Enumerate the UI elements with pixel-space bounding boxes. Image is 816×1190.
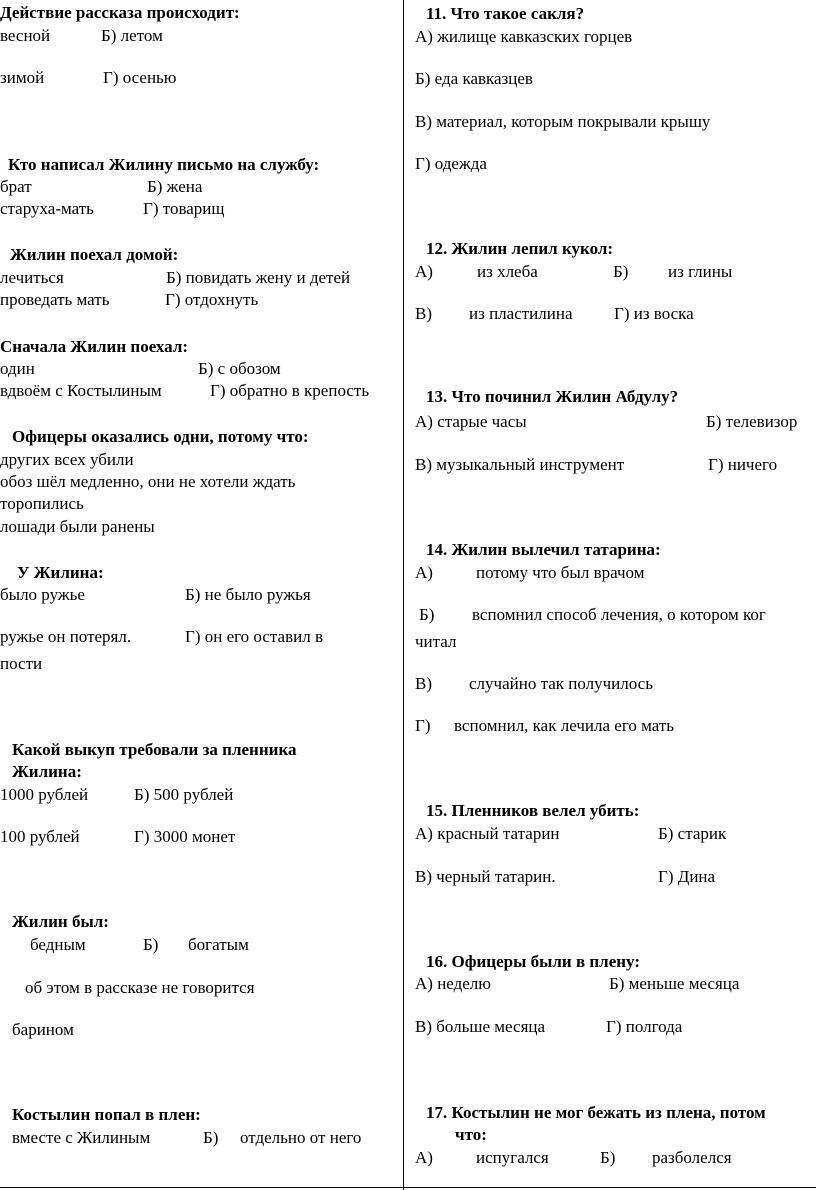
q12-title: 12. Жилин лепил кукол: xyxy=(426,239,614,258)
q11-option-d: Г) одежда xyxy=(415,154,487,173)
q12-option-c: из пластилина xyxy=(469,304,573,323)
q7-option-b: Б) 500 рублей xyxy=(134,785,234,804)
q11-title: 11. Что такое сакля? xyxy=(426,4,585,23)
q7-title: Какой выкуп требовали за пленника xyxy=(12,740,297,759)
q3-option-b: Б) повидать жену и детей xyxy=(166,268,351,287)
q15-option-c: В) черный татарин. xyxy=(415,867,556,886)
q15-option-b: Б) старик xyxy=(658,824,727,843)
q14-option-b-cont: читал xyxy=(415,632,457,651)
q5-title: Офицеры оказались одни, потому что: xyxy=(12,427,309,446)
q12-option-a: из хлеба xyxy=(477,262,538,281)
q8-title: Жилин был: xyxy=(12,912,109,931)
q13-option-a: А) старые часы xyxy=(415,412,527,431)
q2-title: Кто написал Жилину письмо на службу: xyxy=(8,155,320,174)
q2-option-d: Г) товарищ xyxy=(143,199,225,218)
q5-option-a: других всех убили xyxy=(0,450,134,469)
q4-title: Сначала Жилин поехал: xyxy=(0,337,189,356)
q17-option-a: испугался xyxy=(476,1148,549,1167)
q9-title: Костылин попал в плен: xyxy=(12,1105,201,1124)
bottom-border xyxy=(0,1187,816,1188)
q14-option-c-letter: В) xyxy=(415,674,432,693)
q12-option-d: Г) из воска xyxy=(614,304,694,323)
q8-option-b: богатым xyxy=(188,935,249,954)
q17-option-b-letter: Б) xyxy=(600,1148,616,1167)
q8-option-d: барином xyxy=(12,1020,74,1039)
q3-title: Жилин поехал домой: xyxy=(10,245,179,264)
q16-option-a: А) неделю xyxy=(415,974,491,993)
q5-option-d: лошади были ранены xyxy=(0,517,155,536)
q7-option-c: 100 рублей xyxy=(0,827,80,846)
q4-option-a: один xyxy=(0,359,35,378)
q13-option-d: Г) ничего xyxy=(708,455,778,474)
q17-option-b: разболелся xyxy=(652,1148,732,1167)
q15-option-d: Г) Дина xyxy=(658,867,716,886)
q3-option-a: лечиться xyxy=(0,268,64,287)
q8-option-b-letter: Б) xyxy=(143,935,159,954)
q11-option-a: А) жилище кавказских горцев xyxy=(415,27,633,46)
q8-option-a: бедным xyxy=(30,935,86,954)
q14-option-d-letter: Г) xyxy=(415,716,431,735)
q15-option-a: А) красный татарин xyxy=(415,824,560,843)
q2-option-b: Б) жена xyxy=(147,177,203,196)
q14-option-c: случайно так получилось xyxy=(469,674,653,693)
q15-title: 15. Пленников велел убить: xyxy=(426,801,640,820)
q14-option-d: вспомнил, как лечила его мать xyxy=(454,716,675,735)
q13-title: 13. Что починил Жилин Абдулу? xyxy=(426,387,679,406)
q14-option-b: вспомнил способ лечения, о котором ког xyxy=(472,605,766,624)
column-divider xyxy=(403,0,404,1190)
q12-option-c-letter: В) xyxy=(415,304,432,323)
q16-option-c: В) больше месяца xyxy=(415,1017,546,1036)
q2-option-c: старуха-мать xyxy=(0,199,94,218)
q4-option-d: Г) обратно в крепость xyxy=(210,381,370,400)
q1-option-d: Г) осенью xyxy=(103,68,177,87)
q14-title: 14. Жилин вылечил татарина: xyxy=(426,540,661,559)
q1-option-a: весной xyxy=(0,26,51,45)
q13-option-c: В) музыкальный инструмент xyxy=(415,455,625,474)
q5-option-b: обоз шёл медленно, они не хотели ждать xyxy=(0,472,296,491)
q1-option-c: зимой xyxy=(0,68,45,87)
q3-option-c: проведать мать xyxy=(0,290,110,309)
q9-option-a: вместе с Жилиным xyxy=(12,1128,151,1147)
q12-option-a-letter: А) xyxy=(415,262,433,281)
q1-title: Действие рассказа происходит: xyxy=(0,3,240,22)
q14-option-a-letter: А) xyxy=(415,563,433,582)
q14-option-a: потому что был врачом xyxy=(476,563,645,582)
q9-option-b-letter: Б) xyxy=(203,1128,219,1147)
q3-option-d: Г) отдохнуть xyxy=(165,290,259,309)
q11-option-b: Б) еда кавказцев xyxy=(415,69,533,88)
q2-option-a: брат xyxy=(0,177,32,196)
q8-option-c: об этом в рассказе не говорится xyxy=(25,978,255,997)
q16-option-b: Б) меньше месяца xyxy=(609,974,740,993)
q13-option-b: Б) телевизор xyxy=(706,412,798,431)
q16-option-d: Г) полгода xyxy=(606,1017,683,1036)
q5-option-c: торопились xyxy=(0,494,84,513)
q6-option-d-cont: пости xyxy=(0,654,43,673)
q17-title-cont: что: xyxy=(455,1125,487,1144)
q16-title: 16. Офицеры были в плену: xyxy=(426,952,640,971)
q7-option-d: Г) 3000 монет xyxy=(134,827,236,846)
q7-title-cont: Жилина: xyxy=(12,762,82,781)
q11-option-c: В) материал, которым покрывали крышу xyxy=(415,112,711,131)
q6-option-d: Г) он его оставил в xyxy=(185,627,323,646)
q7-option-a: 1000 рублей xyxy=(0,785,89,804)
q12-option-b-letter: Б) xyxy=(613,262,629,281)
q4-option-c: вдвоём с Костылиным xyxy=(0,381,162,400)
q17-option-a-letter: А) xyxy=(415,1148,433,1167)
q6-option-b: Б) не было ружья xyxy=(185,585,311,604)
q6-title: У Жилина: xyxy=(17,563,104,582)
q6-option-a: было ружье xyxy=(0,585,85,604)
q9-option-b: отдельно от него xyxy=(240,1128,362,1147)
q6-option-c: ружье он потерял. xyxy=(0,627,132,646)
q1-option-b: Б) летом xyxy=(101,26,163,45)
q4-option-b: Б) с обозом xyxy=(198,359,281,378)
q12-option-b: из глины xyxy=(668,262,733,281)
q17-title: 17. Костылин не мог бежать из плена, потом xyxy=(426,1103,766,1122)
q14-option-b-letter: Б) xyxy=(419,605,435,624)
